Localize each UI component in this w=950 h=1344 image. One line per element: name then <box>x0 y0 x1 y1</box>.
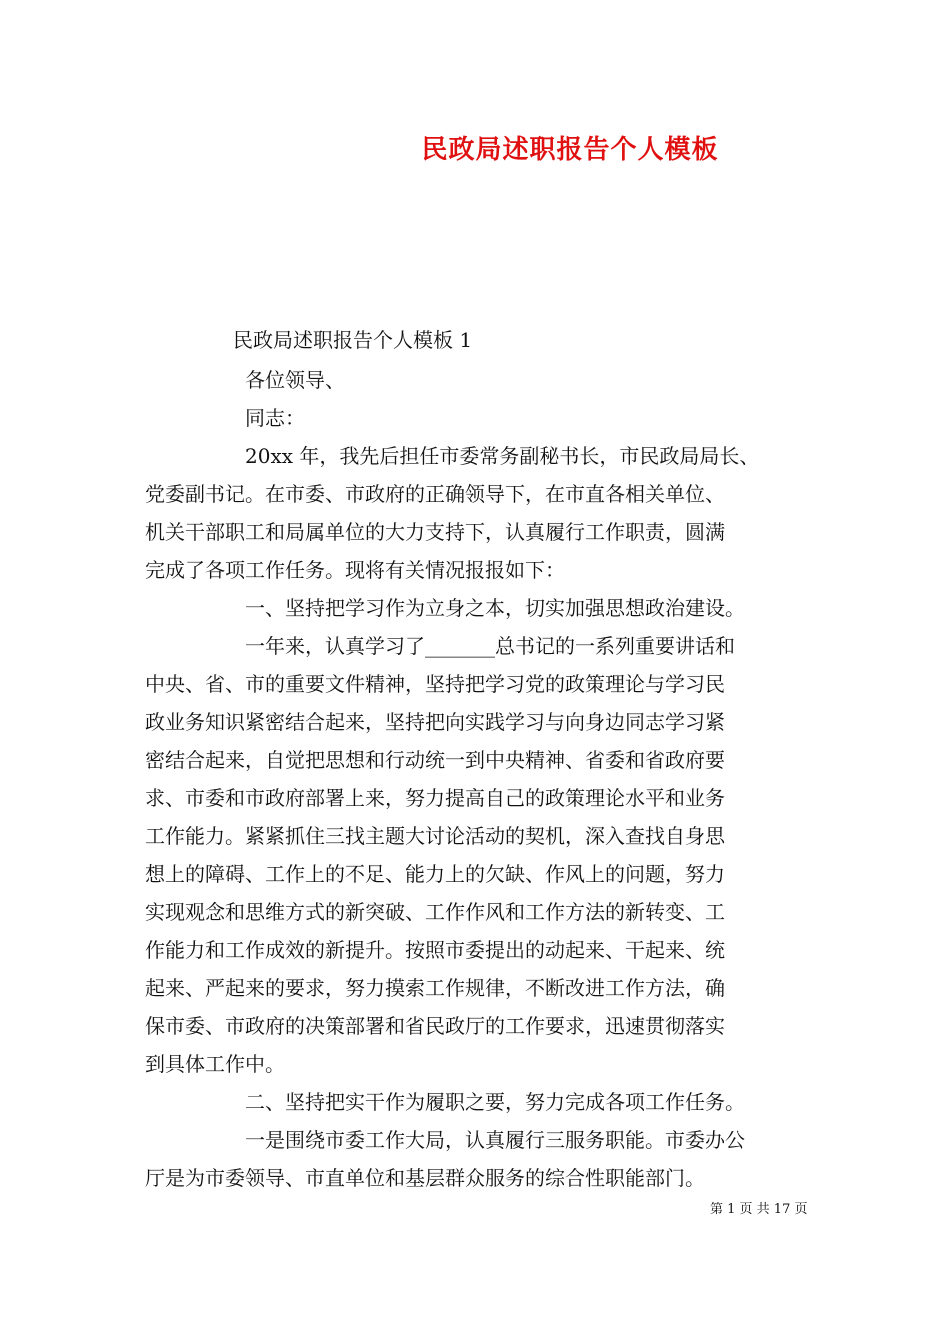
paragraph-line: 党委副书记。在市委、市政府的正确领导下，在市直各相关单位、 <box>145 482 725 506</box>
paragraph-line: 想上的障碍、工作上的不足、能力上的欠缺、作风上的问题，努力 <box>145 862 725 886</box>
paragraph-line: 20xx 年，我先后担任市委常务副秘书长，市民政局局长、 <box>245 444 760 468</box>
salutation-line: 同志： <box>245 406 305 430</box>
paragraph-line: 到具体工作中。 <box>145 1052 285 1076</box>
heading-line: 二、坚持把实干作为履职之要，努力完成各项工作任务。 <box>245 1090 745 1114</box>
paragraph-line: 政业务知识紧密结合起来，坚持把向实践学习与向身边同志学习紧 <box>145 710 725 734</box>
paragraph-line: 机关干部职工和局属单位的大力支持下，认真履行工作职责，圆满 <box>145 520 725 544</box>
paragraph-line: 保市委、市政府的决策部署和省民政厅的工作要求，迅速贯彻落实 <box>145 1014 725 1038</box>
paragraph-line: 实现观念和思维方式的新突破、工作作风和工作方法的新转变、工 <box>145 900 725 924</box>
salutation-line: 各位领导、 <box>245 368 345 392</box>
paragraph-line: 厅是为市委领导、市直单位和基层群众服务的综合性职能部门。 <box>145 1166 705 1190</box>
page-footer: 第 1 页 共 17 页 <box>710 1202 808 1217</box>
paragraph-line: 中央、省、市的重要文件精神，坚持把学习党的政策理论与学习民 <box>145 672 725 696</box>
document-title: 民政局述职报告个人模板 <box>421 135 719 165</box>
paragraph-line: 作能力和工作成效的新提升。按照市委提出的动起来、干起来、统 <box>145 938 725 962</box>
paragraph-line: 工作能力。紧紧抓住三找主题大讨论活动的契机，深入查找自身思 <box>145 824 725 848</box>
paragraph-line: 完成了各项工作任务。现将有关情况报报如下： <box>145 558 565 582</box>
section-heading: 民政局述职报告个人模板 1 <box>233 328 473 352</box>
paragraph-line: 一是围绕市委工作大局，认真履行三服务职能。市委办公 <box>245 1128 745 1152</box>
paragraph-line: 密结合起来，自觉把思想和行动统一到中央精神、省委和省政府要 <box>145 748 725 772</box>
heading-line: 一、坚持把学习作为立身之本，切实加强思想政治建设。 <box>245 596 745 620</box>
paragraph-line: 求、市委和市政府部署上来，努力提高自己的政策理论水平和业务 <box>145 786 725 810</box>
paragraph-line: 起来、严起来的要求，努力摸索工作规律，不断改进工作方法，确 <box>145 976 725 1000</box>
paragraph-line: 一年来，认真学习了_______总书记的一系列重要讲话和 <box>245 634 735 658</box>
